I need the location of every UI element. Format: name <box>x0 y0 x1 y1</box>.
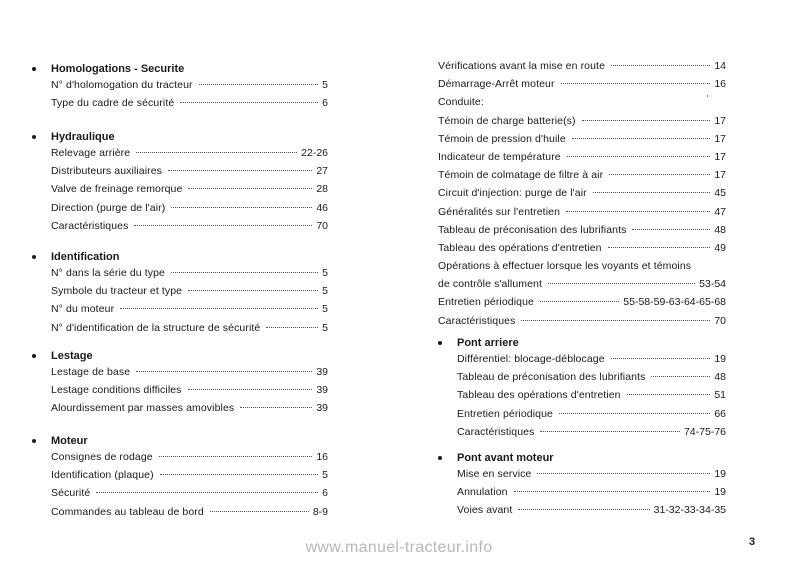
toc-entry: Circuit d'injection: purge de l'air 45 <box>438 187 726 200</box>
toc-entry-line1: Opérations à effectuer lorsque les voyants et témoins <box>438 260 692 273</box>
section-title: Moteur <box>32 434 328 448</box>
bullet-icon <box>32 354 36 358</box>
toc-entry: Vérifications avant la mise en route 14 <box>438 60 726 72</box>
toc-entry: Identification (plaque) 5 <box>51 469 328 482</box>
toc-entry: Voies avant 31-32-33-34-35 <box>457 504 726 517</box>
watermark: www.manuel-tracteur.info <box>305 539 493 556</box>
toc-entry: Lestage conditions difficiles 39 <box>51 384 328 397</box>
section-pont-avant-moteur <box>438 451 726 520</box>
toc-entry: Alourdissement par masses amovibles 39 <box>51 402 328 415</box>
toc-entry: Entretien périodique 55-58-59-63-64-65-68 <box>438 296 726 309</box>
toc-entry: Différentiel: blocage-déblocage 19 <box>457 353 726 365</box>
toc-entry: Type du cadre de sécurité 6 <box>51 97 328 110</box>
toc-entry: Caractéristiques 70 <box>51 219 328 232</box>
toc-entry: N° d'identification de la structure de sécurité 5 <box>51 321 328 334</box>
toc-entry: Commandes au tableau de bord 8-9 <box>51 505 328 518</box>
toc-entry: Démarrage-Arrêt moteur 16 <box>438 78 726 91</box>
toc-entry: N° d'holomogation du tracteur 5 <box>51 79 328 91</box>
toc-entry: Tableau des opérations d'entretien 51 <box>457 389 726 402</box>
toc-entry: Lestage de base 39 <box>51 366 328 378</box>
toc-entry: Distributeurs auxiliaires 27 <box>51 165 328 178</box>
print-mark <box>707 95 708 97</box>
section-moteur <box>32 434 328 521</box>
toc-entry: Consignes de rodage 16 <box>51 451 328 463</box>
section-title: Lestage <box>32 349 328 363</box>
toc-entry: Relevage arrière 22-26 <box>51 147 328 159</box>
toc-entry: Direction (purge de l'air) 46 <box>51 201 328 214</box>
section-lestage <box>32 349 328 418</box>
bullet-icon <box>438 456 442 460</box>
section-hydraulique <box>32 130 328 235</box>
bullet-icon <box>32 67 36 71</box>
toc-entry: Entretien périodique 66 <box>457 407 726 420</box>
toc-entry: Tableau de préconisation des lubrifiants 48 <box>457 371 726 384</box>
toc-entry: Caractéristiques 74-75-76 <box>457 425 726 438</box>
toc-entry: Tableau de préconisation des lubrifiants 48 <box>438 223 726 236</box>
toc-entry: N° du moteur 5 <box>51 303 328 316</box>
toc-entry: Indicateur de température 17 <box>438 150 726 163</box>
toc-subheading: Conduite: <box>438 96 484 109</box>
toc-entry: Témoin de pression d'huile 17 <box>438 132 726 145</box>
toc-entry: N° dans la série du type 5 <box>51 267 328 279</box>
section-title: Pont arriere <box>438 336 726 350</box>
section-title: Hydraulique <box>32 130 328 144</box>
section-title: Pont avant moteur <box>438 451 726 465</box>
section-moteur-continued <box>419 57 726 330</box>
bullet-icon <box>32 439 36 443</box>
toc-entry: Symbole du tracteur et type 5 <box>51 285 328 298</box>
toc-entry: Témoin de colmatage de filtre à air 17 <box>438 169 726 182</box>
bullet-icon <box>438 341 442 345</box>
section-title: Identification <box>32 250 328 264</box>
toc-entry: Généralités sur l'entretien 47 <box>438 205 726 218</box>
toc-entry: de contrôle s'allument 53-54 <box>438 278 726 291</box>
toc-entry: Témoin de charge batterie(s) 17 <box>438 114 726 127</box>
section-homologations <box>32 62 328 112</box>
toc-entry: Valve de freinage remorque 28 <box>51 183 328 196</box>
toc-entry: Caractéristiques 70 <box>438 314 726 327</box>
toc-entry: Tableau des opérations d'entretien 49 <box>438 241 726 254</box>
toc-entry: Sécurité 6 <box>51 487 328 500</box>
page-number: 3 <box>749 536 756 548</box>
bullet-icon <box>32 255 36 259</box>
section-pont-arriere <box>438 336 726 441</box>
toc-entry: Mise en service 19 <box>457 468 726 480</box>
bullet-icon <box>32 135 36 139</box>
section-title: Homologations - Securite <box>32 62 328 76</box>
toc-entry: Annulation 19 <box>457 486 726 499</box>
section-identification <box>32 250 328 337</box>
